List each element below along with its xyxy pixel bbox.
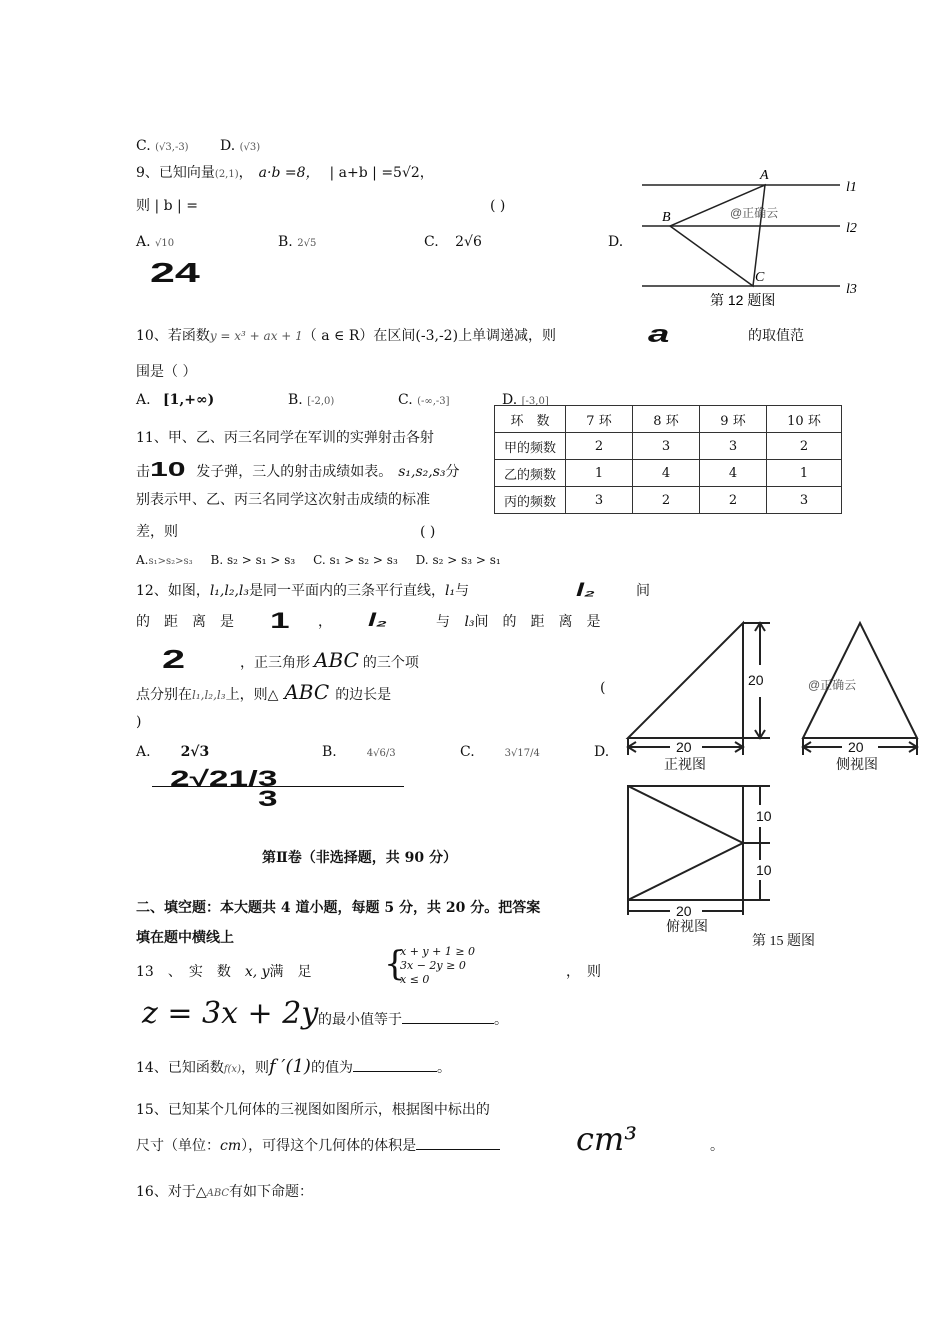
- fig12-line-l2: l2: [846, 221, 857, 236]
- q11-line3: 别表示甲、乙、丙三名同学这次射击成绩的标准: [136, 492, 430, 508]
- q9-option-d-label: D.: [608, 234, 624, 250]
- table-cell: 环 数: [495, 406, 566, 433]
- dim-front-width: 20: [676, 739, 692, 755]
- q16-stem: 16、对于△ABC有如下命题：: [136, 1184, 314, 1200]
- q10-stem: 10、若函数y = x³ + ax + 1（ a ∈ R）在区间(-3,-2)上单调递减，则: [136, 328, 557, 344]
- q12-option-b: B. 4√6/3: [322, 744, 396, 760]
- dim-top-width: 20: [676, 903, 692, 919]
- dim-top-upper: 10: [756, 808, 772, 824]
- fig12-label-a: A: [760, 168, 769, 183]
- q12-line1: 12、如图，l₁,l₂,l₃是同一平面内的三条平行直线，l₁与: [136, 583, 470, 599]
- q11-line1: 11、甲、乙、丙三名同学在军训的实弹射击各射: [136, 430, 434, 446]
- q11-options: [136, 553, 501, 568]
- q11-option-a: A.s₁>s₂>s₃: [136, 553, 193, 567]
- figure-15: [620, 615, 930, 955]
- table-cell: 7 环: [566, 406, 633, 433]
- table-cell: 9 环: [700, 406, 767, 433]
- q12-comma: ，: [318, 614, 332, 630]
- q13-stem: 13 、 实 数 x, y满 足: [136, 964, 312, 980]
- q9-line2: 则 | b | =: [136, 198, 198, 214]
- table-cell: 3: [767, 487, 842, 514]
- top-view-shape: [628, 786, 743, 900]
- fig12-watermark: @正确云: [730, 206, 779, 220]
- table-row: [495, 460, 842, 487]
- q15-end: 。: [710, 1138, 724, 1154]
- q15-unit: cm³: [576, 1120, 638, 1158]
- q13-ask: 的最小值等于 。: [318, 1012, 508, 1028]
- q8-option-c: C. (√3,-3): [136, 138, 189, 154]
- section2-line1: 二、填空题：本大题共 4 道小题，每题 5 分，共 20 分。把答案: [136, 900, 541, 916]
- table-cell: 2: [767, 433, 842, 460]
- table-cell: 1: [566, 460, 633, 487]
- fig15-watermark: @正确云: [808, 678, 857, 692]
- q12-line1-end: 间: [636, 583, 650, 599]
- q9-option-d-value: 24: [150, 257, 200, 288]
- q12-option-c: C. 3√17/4: [460, 744, 540, 760]
- q12-line4: 点分别在l₁,l₂,l₃上，则△ ABC 的边长是: [136, 680, 392, 704]
- table-cell: 8 环: [633, 406, 700, 433]
- q12-two: 2: [162, 644, 186, 674]
- front-view-shape: [628, 623, 743, 738]
- q12-line2-mid: 与 l₃间 的 距 离 是: [436, 614, 601, 630]
- q10-stem-end: 的取值范: [748, 328, 804, 344]
- fig12-caption: 第 12 题图: [710, 292, 776, 308]
- table-cell: 2: [566, 433, 633, 460]
- dim-front-height: 20: [748, 672, 764, 688]
- q14-stem: 14、已知函数f(x)，则f ′(1)的值为 。: [136, 1056, 451, 1077]
- label-side-view: 侧视图: [836, 756, 878, 772]
- q9-option-a: A. √10: [136, 234, 175, 250]
- q10-var-a: a: [648, 321, 670, 348]
- q12-d-denominator: 3: [258, 786, 278, 811]
- table-cell: 3: [633, 433, 700, 460]
- q11-option-b: B. s₂ > s₁ > s₃: [210, 553, 296, 567]
- table-row: [495, 406, 842, 433]
- table-cell: 4: [633, 460, 700, 487]
- q9-option-b: B. 2√5: [278, 234, 317, 250]
- q12-line3: ，正三角形 ABC 的三个项: [240, 648, 419, 672]
- dim-side-width: 20: [848, 739, 864, 755]
- q10-option-d: D. [-3,0]: [502, 392, 549, 408]
- q12-d-fraction-bar: [152, 786, 404, 787]
- q10-option-b: B. [-2,0): [288, 392, 335, 408]
- q15-line2: 尺寸（单位：cm），可得这个几何体的体积是: [136, 1138, 500, 1155]
- fig12-label-c: C: [755, 270, 765, 285]
- q13-then: ， 则: [566, 964, 601, 980]
- q12-option-d-label: D.: [594, 744, 610, 760]
- q15-line1: 15、已知某个几何体的三视图如图所示，根据图中标出的: [136, 1102, 490, 1118]
- q12-line2: 的 距 离 是: [136, 614, 234, 630]
- q9-paren: ( ): [490, 198, 506, 214]
- fig12-label-b: B: [662, 210, 671, 225]
- table-cell: 1: [767, 460, 842, 487]
- q11-paren: ( ): [420, 524, 436, 540]
- fig12-line-l1: l1: [846, 180, 857, 195]
- q12-option-a: A. 2√3: [136, 744, 210, 760]
- q10-line2: 围是（ ）: [136, 364, 197, 380]
- dim-top-lower: 10: [756, 862, 772, 878]
- table-cell: 2: [700, 487, 767, 514]
- table-cell: 丙的频数: [495, 487, 566, 514]
- table-row: [495, 433, 842, 460]
- table-cell: 乙的频数: [495, 460, 566, 487]
- table-cell: 甲的频数: [495, 433, 566, 460]
- table-cell: 3: [700, 433, 767, 460]
- q11-line2: 击10 发子弹，三人的射击成绩如表。 s₁,s₂,s₃分: [136, 459, 460, 481]
- q12-l2-a: l₂: [576, 580, 595, 600]
- q12-paren-left: (: [600, 680, 606, 696]
- q12-l2-b: l₂: [368, 610, 387, 630]
- q13-z: z = 3x + 2y: [142, 996, 319, 1031]
- table-cell: 2: [633, 487, 700, 514]
- table-row: [495, 487, 842, 514]
- q8-option-d: D. (√3): [220, 138, 261, 154]
- table-cell: 4: [700, 460, 767, 487]
- label-front-view: 正视图: [664, 756, 706, 772]
- q10-option-c: C. (-∞,-3]: [398, 392, 450, 408]
- fig15-caption: 第 15 题图: [752, 934, 815, 949]
- part2-heading: 第Ⅱ卷（非选择题，共 90 分）: [262, 850, 458, 866]
- q12-paren-right: ): [136, 714, 142, 730]
- q12-one: 1: [270, 608, 290, 633]
- q11-option-c: C. s₁ > s₂ > s₃: [313, 553, 398, 567]
- q11-option-d: D. s₂ > s₃ > s₁: [415, 553, 501, 567]
- table-cell: 3: [566, 487, 633, 514]
- table-cell: 10 环: [767, 406, 842, 433]
- figure-12: [640, 165, 870, 315]
- q10-option-a: A. [1,+∞): [136, 392, 215, 408]
- label-top-view: 俯视图: [666, 918, 708, 934]
- q12-option-d-value: 2√21/3: [170, 766, 278, 791]
- q9-option-c: C. 2√6: [424, 234, 482, 250]
- section2-line2: 填在题中横线上: [136, 930, 234, 946]
- q9-stem: 9、已知向量(2,1)， a·b =8， | a+b | =5√2，: [136, 165, 434, 181]
- fig12-line-l3: l3: [846, 282, 857, 297]
- q13-system: { x + y + 1 ≥ 0 3x − 2y ≥ 0 x ≤ 0: [384, 944, 476, 986]
- shooting-table: [494, 405, 842, 514]
- q11-line4: 差，则: [136, 524, 178, 540]
